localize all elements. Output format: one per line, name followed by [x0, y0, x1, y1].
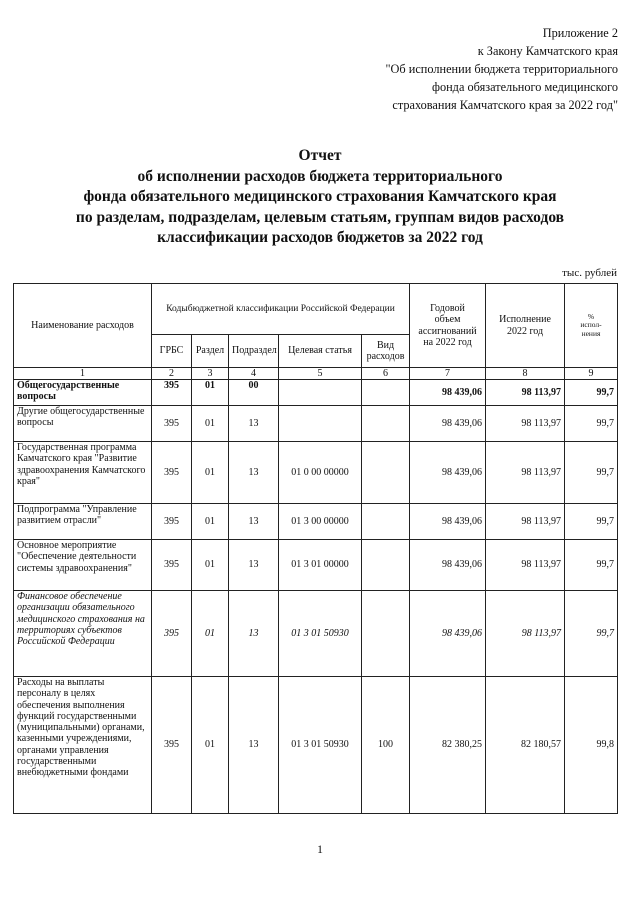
row-vid: 100: [362, 677, 410, 814]
header-codes-group: [152, 284, 410, 335]
title-line-3: фонда обязательного медицинского страхования Камчатского края: [83, 188, 557, 205]
table-row: [14, 504, 618, 540]
row-razdel: 01: [192, 591, 229, 677]
row-razdel: 01: [192, 442, 229, 504]
row-annual: 82 380,25: [410, 677, 486, 814]
header-razdel: Раздел: [192, 335, 229, 368]
row-percent: 99,7: [565, 406, 618, 442]
header-codes-text: Кодыбюджетной классификации Российской Федерации: [166, 304, 395, 314]
row-executed: 82 180,57: [486, 677, 565, 814]
row-grbs: 395: [152, 504, 192, 540]
col-number: 2: [152, 368, 192, 380]
header-target: Целевая статья: [279, 335, 362, 368]
title-line-5: классификации расходов бюджетов за 2022 год: [157, 229, 483, 246]
row-name: Основное мероприятие "Обеспечение деятельности системы здравоохранения": [14, 540, 152, 591]
row-percent: 99,7: [565, 591, 618, 677]
row-grbs: 395: [152, 677, 192, 814]
row-executed: 98 113,97: [486, 504, 565, 540]
header-percent-line-2: испол-: [580, 320, 602, 330]
table-row: [14, 591, 618, 677]
row-name: Другие общегосударственные вопросы: [14, 406, 152, 442]
row-razdel: 01: [192, 504, 229, 540]
page-number: 1: [317, 842, 323, 856]
units-label: тыс. рублей: [562, 267, 617, 279]
header-annual-line-1: Годовой: [430, 302, 465, 314]
row-vid: [362, 406, 410, 442]
header-executed: [486, 284, 565, 368]
header-name: Наименование расходов: [14, 284, 152, 368]
row-percent: 99,7: [565, 380, 618, 406]
row-vid: [362, 540, 410, 591]
row-vid: [362, 380, 410, 406]
row-vid: [362, 504, 410, 540]
row-name: Общегосударственные вопросы: [14, 380, 152, 406]
header-vid: Вид расходов: [362, 335, 410, 368]
header-annual-line-4: на 2022 год: [423, 336, 472, 348]
row-target: 01 3 00 00000: [279, 504, 362, 540]
header-row-1: [14, 284, 618, 335]
row-annual: 98 439,06: [410, 380, 486, 406]
header-percent-line-3: нения: [581, 328, 601, 338]
row-annual: 98 439,06: [410, 504, 486, 540]
row-name: Государственная программа Камчатского края "Развитие здравоохранения Камчатского края": [14, 442, 152, 504]
column-number-row: [14, 368, 618, 380]
row-target: [279, 380, 362, 406]
header-executed-line-2: 2022 год: [506, 325, 544, 337]
header-annual: [410, 284, 486, 368]
row-target: 01 3 01 00000: [279, 540, 362, 591]
table-row: [14, 677, 618, 814]
row-vid: [362, 591, 410, 677]
row-executed: 98 113,97: [486, 540, 565, 591]
table-row: [14, 442, 618, 504]
row-name: Расходы на выплаты персоналу в целях обеспечения выполнения функций государственными (муниципальными) органами, казенными учреждениями, органами управления государственными внебюджетными фондами: [14, 677, 152, 814]
row-podrazdel: 13: [229, 504, 279, 540]
row-podrazdel: 13: [229, 591, 279, 677]
row-target: 01 3 01 50930: [279, 677, 362, 814]
row-percent: 99,7: [565, 504, 618, 540]
appendix-line-1: Приложение 2: [542, 26, 618, 40]
row-executed: 98 113,97: [486, 406, 565, 442]
table-row: [14, 406, 618, 442]
header-grbs: ГРБС: [152, 335, 192, 368]
row-razdel: 01: [192, 380, 229, 406]
row-target: 01 3 01 50930: [279, 591, 362, 677]
appendix-line-2: к Закону Камчатского края: [477, 44, 618, 58]
row-percent: 99,7: [565, 540, 618, 591]
appendix-note: [318, 24, 618, 114]
row-percent: 99,8: [565, 677, 618, 814]
row-podrazdel: 13: [229, 540, 279, 591]
row-annual: 98 439,06: [410, 442, 486, 504]
col-number: 7: [410, 368, 486, 380]
row-grbs: 395: [152, 591, 192, 677]
row-grbs: 395: [152, 380, 192, 406]
title-line-4: по разделам, подразделам, целевым статьям, группам видов расходов: [75, 208, 565, 226]
appendix-line-5: страхования Камчатского края за 2022 год": [392, 98, 618, 112]
col-number: 4: [229, 368, 279, 380]
row-name: Подпрограмма "Управление развитием отрасли": [14, 504, 152, 540]
row-grbs: 395: [152, 540, 192, 591]
row-grbs: 395: [152, 406, 192, 442]
title-line-1: Отчет: [298, 147, 342, 164]
row-grbs: 395: [152, 442, 192, 504]
row-executed: 98 113,97: [486, 591, 565, 677]
row-podrazdel: 13: [229, 406, 279, 442]
col-number: 9: [565, 368, 618, 380]
col-number: 5: [279, 368, 362, 380]
header-annual-line-2: объем: [434, 314, 461, 326]
table-row: [14, 380, 618, 406]
row-percent: 99,7: [565, 442, 618, 504]
row-annual: 98 439,06: [410, 540, 486, 591]
row-annual: 98 439,06: [410, 406, 486, 442]
col-number: 6: [362, 368, 410, 380]
row-executed: 98 113,97: [486, 380, 565, 406]
expenses-table: [13, 283, 618, 814]
row-razdel: 01: [192, 677, 229, 814]
table-row: [14, 540, 618, 591]
row-name: Финансовое обеспечение организации обязательного медицинского страхования на территориях субъектов Российской Федерации: [14, 591, 152, 677]
header-percent-line-1: %: [587, 311, 595, 321]
header-executed-line-1: Исполнение: [499, 314, 551, 326]
row-podrazdel: 00: [229, 380, 279, 406]
appendix-line-3: "Об исполнении бюджета территориального: [385, 62, 618, 76]
row-annual: 98 439,06: [410, 591, 486, 677]
appendix-line-4: фонда обязательного медицинского: [431, 80, 618, 94]
header-annual-line-3: ассигнований: [418, 325, 477, 337]
header-podrazdel: Подраздел: [229, 335, 279, 368]
row-target: 01 0 00 00000: [279, 442, 362, 504]
col-number: 1: [14, 368, 152, 380]
row-vid: [362, 442, 410, 504]
row-razdel: 01: [192, 406, 229, 442]
title-line-2: об исполнении расходов бюджета территориального: [137, 167, 503, 185]
row-razdel: 01: [192, 540, 229, 591]
row-executed: 98 113,97: [486, 442, 565, 504]
row-podrazdel: 13: [229, 677, 279, 814]
row-target: [279, 406, 362, 442]
header-percent: [565, 284, 618, 368]
row-podrazdel: 13: [229, 442, 279, 504]
report-title: [20, 146, 620, 249]
col-number: 8: [486, 368, 565, 380]
col-number: 3: [192, 368, 229, 380]
